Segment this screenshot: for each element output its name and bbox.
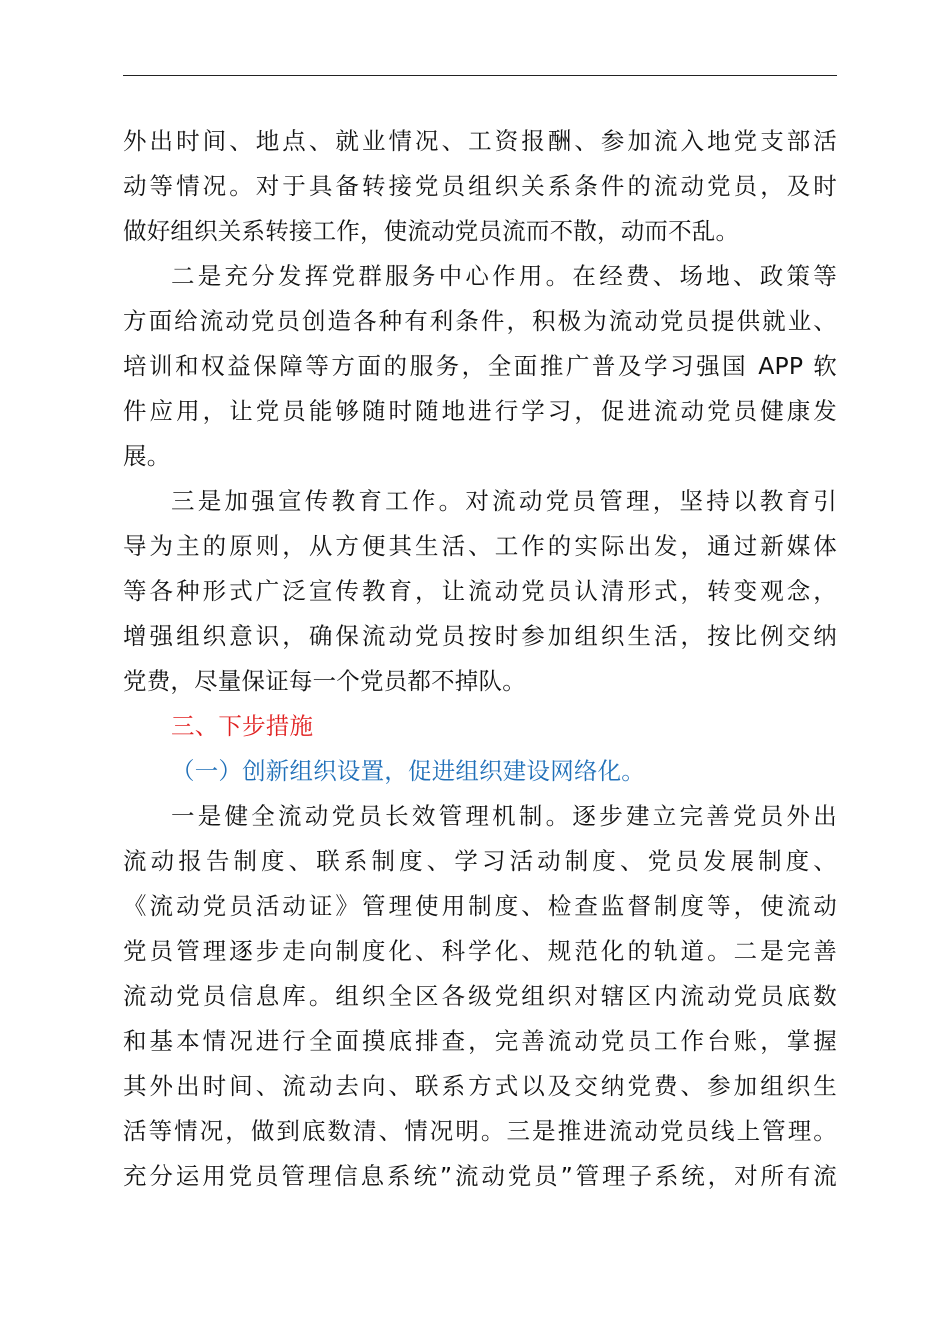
body-line: 等各种形式广泛宣传教育，让流动党员认清形式，转变观念， — [123, 577, 837, 605]
body-line: 方面给流动党员创造各种有利条件，积极为流动党员提供就业、 — [123, 307, 837, 335]
section-heading: 三、下步措施 — [171, 712, 314, 740]
body-line: 《流动党员活动证》管理使用制度、检查监督制度等，使流动 — [123, 892, 837, 920]
body-line: 其外出时间、流动去向、联系方式以及交纳党费、参加组织生 — [123, 1072, 837, 1100]
body-line: 党费，尽量保证每一个党员都不掉队。 — [123, 667, 526, 695]
body-line: 展。 — [123, 442, 171, 470]
body-line: 一是健全流动党员长效管理机制。逐步建立完善党员外出 — [171, 802, 837, 830]
subsection-heading: （一）创新组织设置，促进组织建设网络化。 — [171, 757, 645, 785]
document-body — [123, 119, 837, 1199]
body-line: 增强组织意识，确保流动党员按时参加组织生活，按比例交纳 — [123, 622, 837, 650]
body-line: 二是充分发挥党群服务中心作用。在经费、场地、政策等 — [171, 262, 837, 290]
body-line: 流动报告制度、联系制度、学习活动制度、党员发展制度、 — [123, 847, 837, 875]
body-line: 活等情况，做到底数清、情况明。三是推进流动党员线上管理。 — [123, 1117, 837, 1145]
body-line: 导为主的原则，从方便其生活、工作的实际出发，通过新媒体 — [123, 532, 837, 560]
body-line: 培训和权益保障等方面的服务，全面推广普及学习强国 APP 软 — [123, 352, 837, 380]
body-line: 件应用，让党员能够随时随地进行学习，促进流动党员健康发 — [123, 397, 837, 425]
body-line: 党员管理逐步走向制度化、科学化、规范化的轨道。二是完善 — [123, 937, 837, 965]
body-line: 做好组织关系转接工作，使流动党员流而不散，动而不乱。 — [123, 217, 740, 245]
body-line: 充分运用党员管理信息系统”流动党员”管理子系统，对所有流 — [123, 1162, 837, 1190]
body-line: 和基本情况进行全面摸底排查，完善流动党员工作台账，掌握 — [123, 1027, 837, 1055]
body-line: 外出时间、地点、就业情况、工资报酬、参加流入地党支部活 — [123, 127, 837, 155]
body-line: 三是加强宣传教育工作。对流动党员管理，坚持以教育引 — [171, 487, 837, 515]
body-line: 流动党员信息库。组织全区各级党组织对辖区内流动党员底数 — [123, 982, 837, 1010]
header-rule — [123, 75, 837, 76]
body-line: 动等情况。对于具备转接党员组织关系条件的流动党员，及时 — [123, 172, 837, 200]
